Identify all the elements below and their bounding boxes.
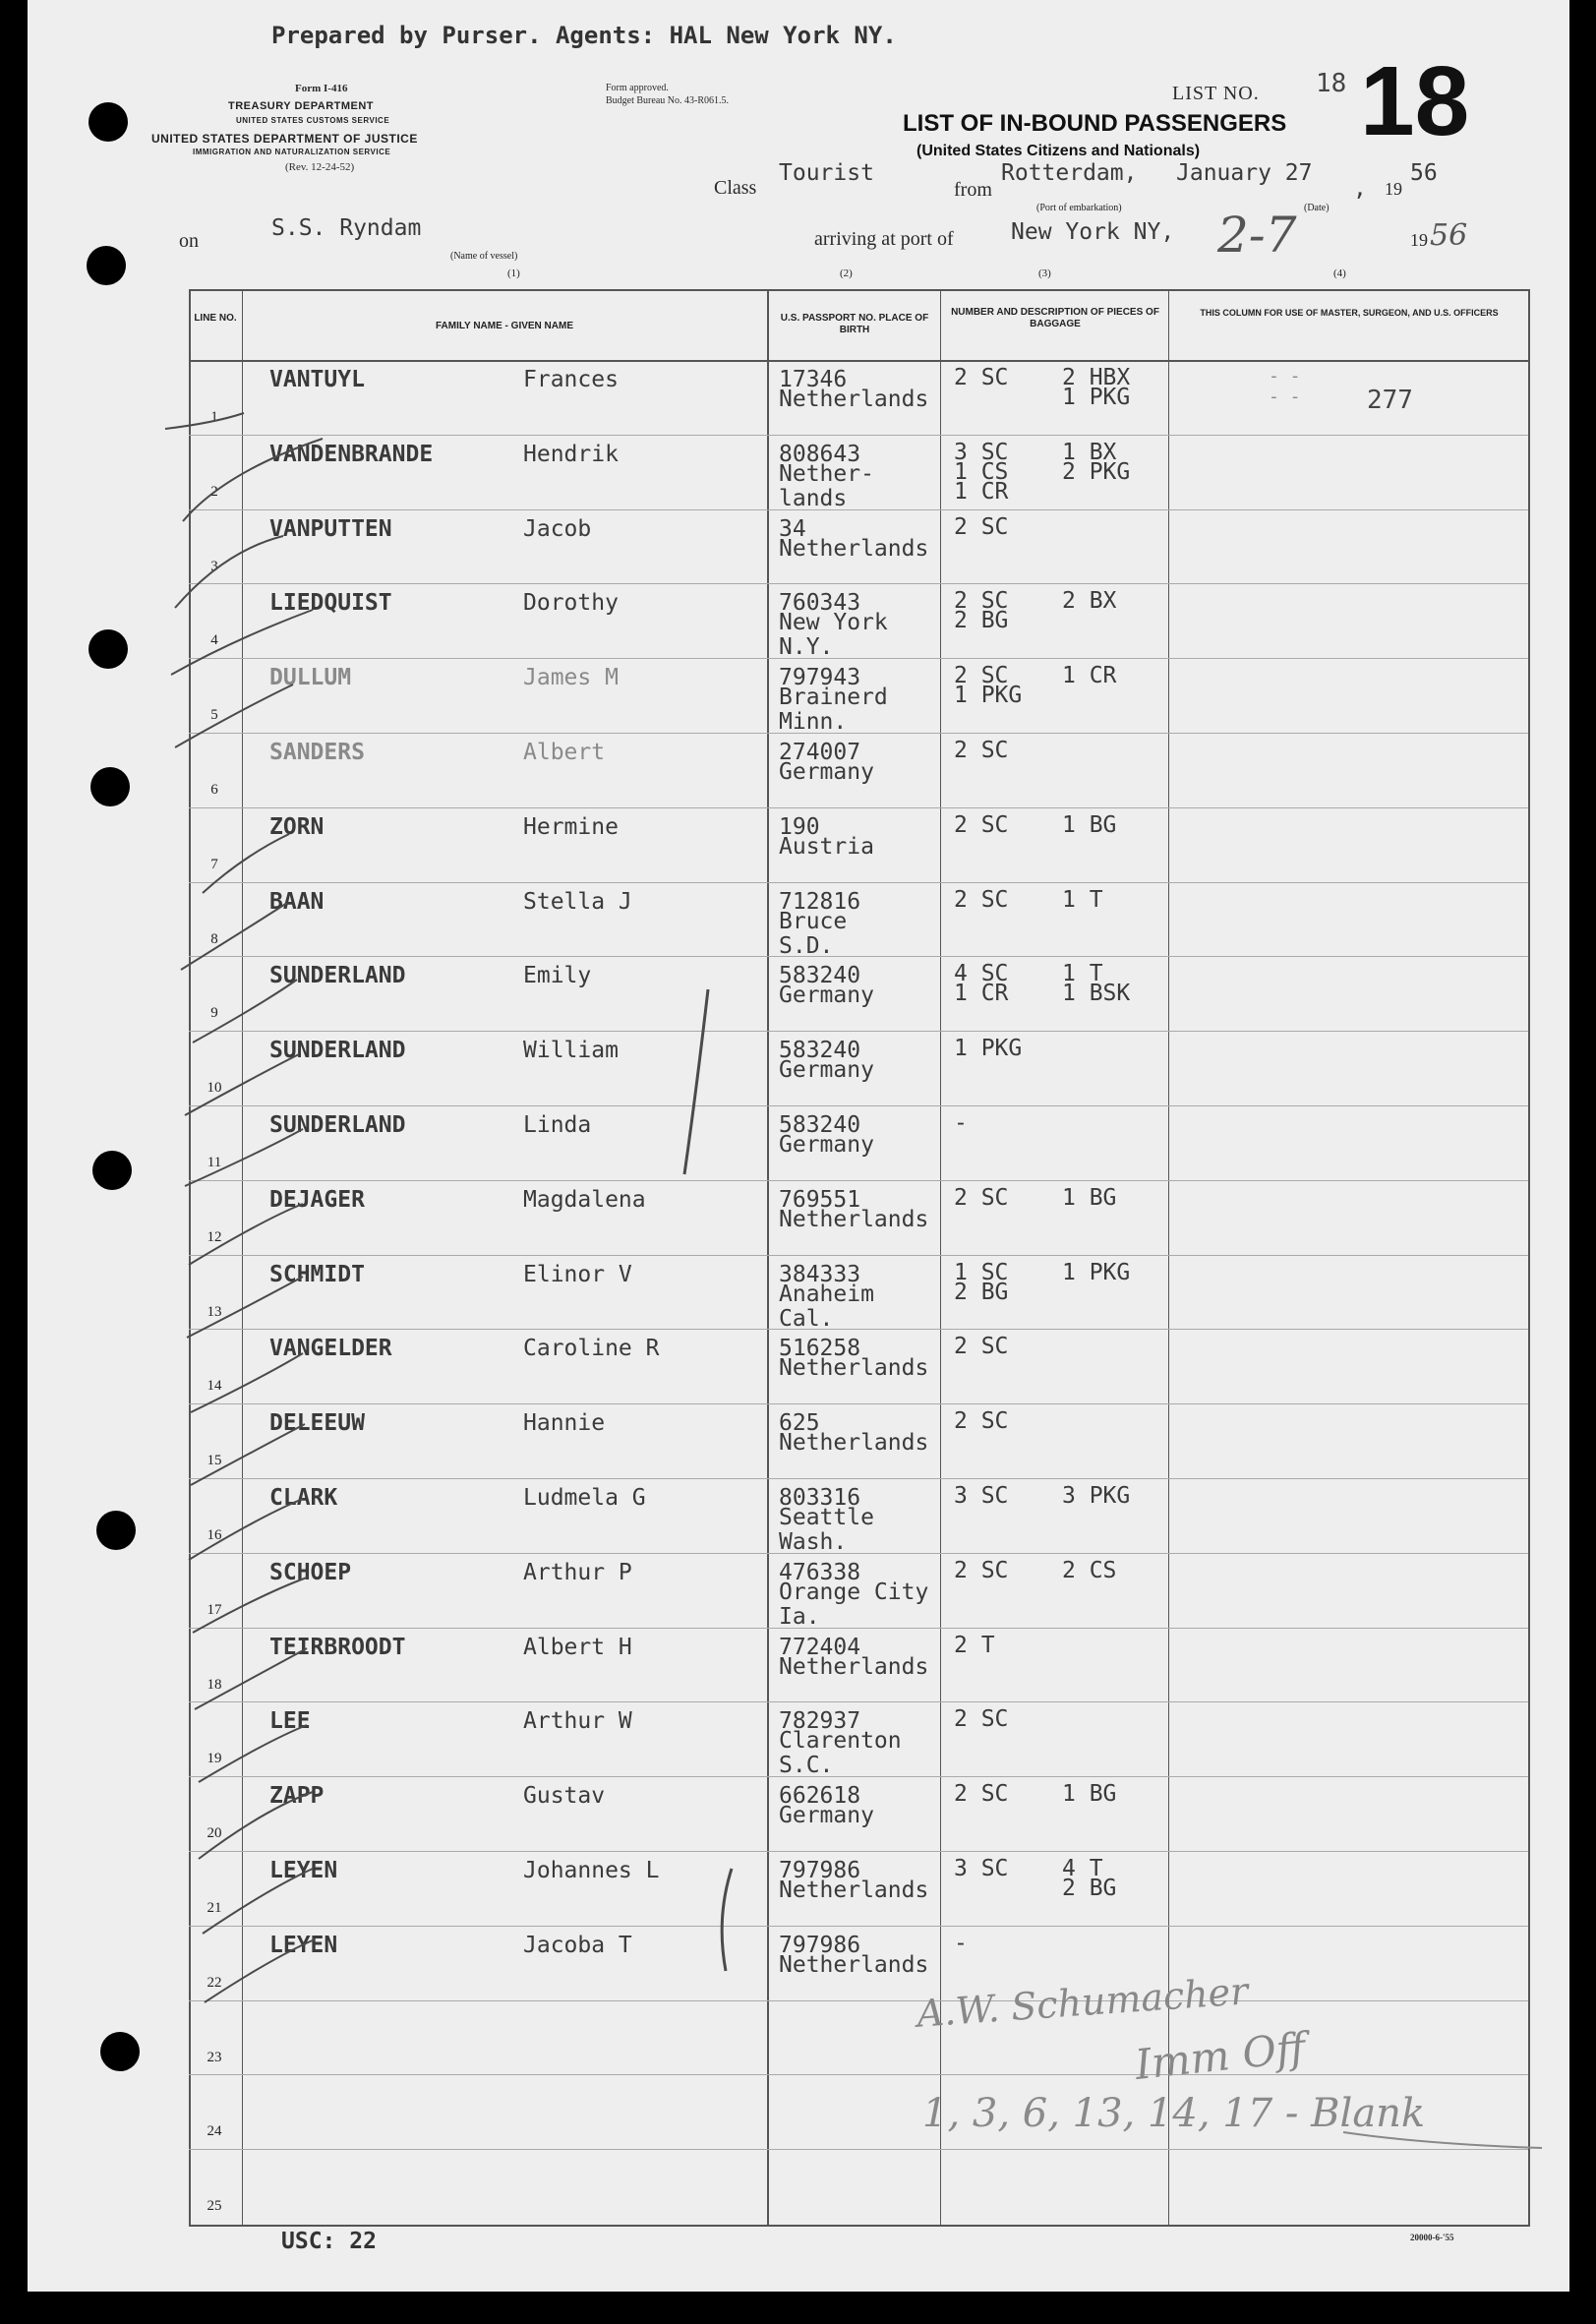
vessel-name: S.S. Ryndam: [271, 215, 422, 241]
table-row: [28, 807, 1569, 882]
line-number: 17: [207, 1602, 222, 1618]
baggage-secondary: 1 CR: [1062, 663, 1117, 688]
on-label: on: [179, 230, 199, 252]
baggage-primary: 2 SC: [954, 812, 1009, 838]
place-of-birth: Netherlands: [779, 1877, 929, 1903]
table-row: [28, 509, 1569, 584]
baggage-primary: 2 SC: [954, 1408, 1009, 1434]
footer-usc: USC: 22: [281, 2229, 377, 2254]
given-name: Albert H: [523, 1635, 632, 1660]
baggage-secondary: 1 BX 2 PKG: [1062, 440, 1131, 485]
given-name: Hannie: [523, 1410, 606, 1436]
col-caption-4: (4): [1333, 268, 1346, 279]
passport-number: 797986: [779, 1933, 861, 1958]
table-row: [28, 956, 1569, 1031]
family-name: SUNDERLAND: [269, 1038, 406, 1063]
place-of-birth: Austria: [779, 834, 874, 860]
arriving-label: arriving at port of: [814, 228, 954, 250]
family-name: LEYEN: [269, 1858, 338, 1883]
given-name: James M: [523, 665, 619, 690]
baggage-primary: 2 SC: [954, 365, 1009, 390]
baggage-secondary: 1 T 1 BSK: [1062, 961, 1131, 1006]
treasury-dept: TREASURY DEPARTMENT: [228, 100, 375, 112]
passport-number: 797943: [779, 665, 861, 690]
arrival-year-suffix: 56: [1430, 218, 1468, 253]
passport-number: 625: [779, 1410, 820, 1436]
table-row: [28, 360, 1569, 435]
header-baggage: NUMBER AND DESCRIPTION OF PIECES OF BAGGAGE: [951, 307, 1159, 329]
family-name: BAAN: [269, 889, 325, 915]
family-name: VANTUYL: [269, 367, 365, 392]
given-name: Albert: [523, 740, 606, 765]
given-name: Stella J: [523, 889, 632, 915]
baggage-secondary: 1 T: [1062, 887, 1103, 913]
place-of-birth: Germany: [779, 1132, 874, 1158]
baggage-secondary: 1 PKG: [1062, 1260, 1131, 1285]
embark-port: Rotterdam,: [1001, 160, 1138, 186]
family-name: DEJAGER: [269, 1187, 365, 1213]
line-number: 16: [207, 1527, 222, 1543]
line-number: 9: [210, 1005, 218, 1021]
given-name: Jacoba T: [523, 1933, 632, 1958]
baggage-primary: -: [954, 1931, 968, 1956]
passport-number: 662618: [779, 1783, 861, 1809]
place-of-birth: Germany: [779, 983, 874, 1008]
family-name: VANDENBRANDE: [269, 442, 434, 467]
vessel-caption: (Name of vessel): [450, 251, 518, 262]
passport-number: 17346: [779, 367, 848, 392]
passport-number: 803316: [779, 1485, 861, 1511]
baggage-primary: 1 PKG: [954, 1036, 1023, 1061]
list-no-small: 18: [1316, 69, 1347, 98]
ins-service: IMMIGRATION AND NATURALIZATION SERVICE: [193, 148, 391, 156]
signature-title: Imm Off: [1132, 2023, 1308, 2089]
table-row: [28, 1031, 1569, 1105]
line-number: 4: [210, 632, 218, 648]
given-name: Hermine: [523, 814, 619, 840]
line-number: 24: [207, 2123, 222, 2139]
family-name: SANDERS: [269, 740, 365, 765]
place-of-birth: Bruce S.D.: [779, 909, 848, 959]
passport-number: 516258: [779, 1336, 861, 1361]
manifest-sheet: [28, 0, 1569, 2292]
year-prefix: 19: [1385, 179, 1402, 199]
line-number: 2: [210, 484, 218, 500]
line-number: 12: [207, 1229, 222, 1245]
given-name: Arthur P: [523, 1560, 632, 1585]
list-title: LIST OF IN-BOUND PASSENGERS: [903, 110, 1287, 137]
passport-number: 476338: [779, 1560, 861, 1585]
line-number: 23: [207, 2050, 222, 2065]
baggage-primary: 3 SC: [954, 1483, 1009, 1509]
list-no-big: 18: [1360, 46, 1470, 156]
line-number: 14: [207, 1378, 222, 1394]
binder-hole-2: [87, 246, 126, 285]
family-name: ZAPP: [269, 1783, 325, 1809]
family-name: VANGELDER: [269, 1336, 392, 1361]
given-name: Emily: [523, 963, 592, 988]
baggage-primary: 1 SC 2 BG: [954, 1260, 1009, 1305]
family-name: TEIRBROODT: [269, 1635, 406, 1660]
place-of-birth: Netherlands: [779, 1355, 929, 1381]
family-name: LIEDQUIST: [269, 590, 392, 616]
place-of-birth: Germany: [779, 759, 874, 785]
table-row: [28, 1926, 1569, 2000]
baggage-primary: 2 SC: [954, 1334, 1009, 1359]
passport-number: 712816: [779, 889, 861, 915]
year-suffix: 56: [1410, 160, 1438, 186]
baggage-primary: 2 SC: [954, 1185, 1009, 1211]
top-note: Prepared by Purser. Agents: HAL New York NY.: [271, 22, 897, 49]
baggage-primary: 4 SC 1 CR: [954, 961, 1009, 1006]
place-of-birth: Clarenton S.C.: [779, 1728, 902, 1778]
given-name: William: [523, 1038, 619, 1063]
blank-lines-annotation: 1, 3, 6, 13, 14, 17 - Blank: [922, 2091, 1426, 2136]
passport-number: 384333: [779, 1262, 861, 1287]
line-number: 21: [207, 1900, 222, 1916]
line-number: 6: [210, 782, 218, 798]
binder-hole-7: [100, 2032, 140, 2071]
table-row: [28, 1329, 1569, 1403]
place-of-birth: Nether- lands: [779, 461, 874, 511]
binder-hole-1: [89, 102, 128, 142]
line-number: 25: [207, 2198, 222, 2214]
place-of-birth: Netherlands: [779, 1430, 929, 1456]
line-number: 5: [210, 707, 218, 723]
header-officers: THIS COLUMN FOR USE OF MASTER, SURGEON, AND U.S. OFFICERS: [1200, 308, 1499, 318]
passport-number: 760343: [779, 590, 861, 616]
line-number: 19: [207, 1751, 222, 1766]
line-number: 7: [210, 857, 218, 872]
place-of-birth: Netherlands: [779, 1207, 929, 1232]
port-caption: (Port of embarkation): [1036, 203, 1122, 213]
table-row: [28, 658, 1569, 733]
table-row: [28, 1478, 1569, 1553]
line-number: 1: [210, 409, 218, 425]
table-row: [28, 435, 1569, 509]
officer-marks: - - - -: [1269, 366, 1301, 407]
baggage-primary: 2 SC: [954, 514, 1009, 540]
table-row: [28, 1851, 1569, 1926]
arrival-port: New York NY,: [1011, 219, 1175, 245]
baggage-primary: 2 SC 1 PKG: [954, 663, 1023, 708]
from-label: from: [954, 179, 992, 201]
baggage-secondary: 2 BX: [1062, 588, 1117, 614]
table-row: [28, 1701, 1569, 1776]
line-number: 20: [207, 1825, 222, 1841]
header-passport: U.S. PASSPORT NO. PLACE OF BIRTH: [780, 313, 929, 335]
col-caption-1: (1): [507, 268, 520, 279]
table-row: [28, 1403, 1569, 1478]
place-of-birth: Netherlands: [779, 536, 929, 562]
baggage-secondary: 2 CS: [1062, 1558, 1117, 1583]
table-row: [28, 1628, 1569, 1702]
arrival-date: 2-7: [1217, 207, 1297, 264]
line-number: 22: [207, 1975, 222, 1991]
justice-dept: UNITED STATES DEPARTMENT OF JUSTICE: [151, 132, 418, 146]
given-name: Gustav: [523, 1783, 606, 1809]
place-of-birth: Anaheim Cal.: [779, 1281, 874, 1332]
baggage-primary: 2 SC: [954, 1781, 1009, 1807]
place-of-birth: Brainerd Minn.: [779, 685, 888, 735]
baggage-primary: -: [954, 1110, 968, 1136]
col-caption-3: (3): [1038, 268, 1051, 279]
baggage-primary: 2 SC: [954, 738, 1009, 763]
given-name: Hendrik: [523, 442, 619, 467]
passport-number: 34: [779, 516, 806, 542]
passport-number: 583240: [779, 963, 861, 988]
line-number: 18: [207, 1677, 222, 1693]
family-name: SCHOEP: [269, 1560, 352, 1585]
given-name: Caroline R: [523, 1336, 660, 1361]
baggage-secondary: 4 T 2 BG: [1062, 1856, 1117, 1901]
line-number: 13: [207, 1304, 222, 1320]
line-number: 11: [207, 1155, 222, 1170]
table-row: [28, 1553, 1569, 1628]
list-no-label: LIST NO.: [1172, 83, 1260, 104]
given-name: Elinor V: [523, 1262, 632, 1287]
passport-number: 772404: [779, 1635, 861, 1660]
passport-number: 808643: [779, 442, 861, 467]
baggage-secondary: 3 PKG: [1062, 1483, 1131, 1509]
table-row: [28, 1105, 1569, 1180]
place-of-birth: Netherlands: [779, 1952, 929, 1978]
place-of-birth: Seattle Wash.: [779, 1505, 874, 1555]
given-name: Jacob: [523, 516, 592, 542]
passport-number: 782937: [779, 1708, 861, 1734]
signature-name: A.W. Schumacher: [915, 1969, 1250, 2036]
given-name: Ludmela G: [523, 1485, 646, 1511]
family-name: SUNDERLAND: [269, 963, 406, 988]
binder-hole-4: [90, 767, 130, 806]
line-number: 10: [207, 1080, 222, 1096]
table-row: [28, 882, 1569, 957]
baggage-secondary: 2 HBX 1 PKG: [1062, 365, 1131, 410]
baggage-primary: 3 SC: [954, 1856, 1009, 1881]
place-of-birth: Netherlands: [779, 387, 929, 412]
arrival-year-prefix: 19: [1410, 230, 1428, 250]
embark-date: January 27: [1176, 160, 1313, 186]
table-row: [28, 1776, 1569, 1851]
family-name: DULLUM: [269, 665, 352, 690]
table-row: [28, 2000, 1569, 2075]
table-row: [28, 2149, 1569, 2224]
date-comma: ,: [1353, 176, 1367, 202]
passport-number: 274007: [779, 740, 861, 765]
table-row: [28, 1180, 1569, 1255]
given-name: Magdalena: [523, 1187, 646, 1213]
family-name: LEYEN: [269, 1933, 338, 1958]
family-name: LEE: [269, 1708, 311, 1734]
given-name: Dorothy: [523, 590, 619, 616]
budget-bureau: Budget Bureau No. 43-R061.5.: [606, 95, 729, 106]
place-of-birth: Netherlands: [779, 1654, 929, 1680]
footer-print-code: 20000-6-'55: [1410, 2233, 1454, 2242]
given-name: Johannes L: [523, 1858, 660, 1883]
binder-hole-6: [96, 1511, 136, 1550]
line-number: 8: [210, 931, 218, 947]
family-name: VANPUTTEN: [269, 516, 392, 542]
place-of-birth: Germany: [779, 1803, 874, 1828]
customs-service: UNITED STATES CUSTOMS SERVICE: [236, 116, 390, 125]
family-name: SUNDERLAND: [269, 1112, 406, 1138]
class-label: Class: [714, 177, 757, 199]
baggage-primary: 2 SC: [954, 1558, 1009, 1583]
family-name: SCHMIDT: [269, 1262, 365, 1287]
passport-number: 769551: [779, 1187, 861, 1213]
given-name: Arthur W: [523, 1708, 632, 1734]
family-name: CLARK: [269, 1485, 338, 1511]
place-of-birth: New York N.Y.: [779, 610, 888, 660]
form-revision: (Rev. 12-24-52): [285, 161, 355, 173]
baggage-primary: 2 SC: [954, 887, 1009, 913]
baggage-primary: 3 SC 1 CS 1 CR: [954, 440, 1009, 505]
table-row: [28, 733, 1569, 807]
col-caption-2: (2): [840, 268, 853, 279]
family-name: ZORN: [269, 814, 325, 840]
place-of-birth: Orange City Ia.: [779, 1579, 929, 1630]
passport-number: 797986: [779, 1858, 861, 1883]
header-name: FAMILY NAME - GIVEN NAME: [435, 321, 573, 331]
baggage-primary: 2 SC 2 BG: [954, 588, 1009, 633]
header-line-no: LINE NO.: [194, 313, 237, 324]
list-subtitle: (United States Citizens and Nationals): [916, 143, 1201, 159]
officer-note-277: 277: [1367, 386, 1413, 415]
given-name: Frances: [523, 367, 619, 392]
family-name: DELEEUW: [269, 1410, 365, 1436]
form-number: Form I-416: [295, 83, 348, 94]
passport-number: 583240: [779, 1112, 861, 1138]
baggage-secondary: 1 BG: [1062, 1185, 1117, 1211]
baggage-primary: 2 T: [954, 1633, 995, 1658]
place-of-birth: Germany: [779, 1057, 874, 1083]
baggage-secondary: 1 BG: [1062, 812, 1117, 838]
given-name: Linda: [523, 1112, 592, 1138]
baggage-secondary: 1 BG: [1062, 1781, 1117, 1807]
passport-number: 190: [779, 814, 820, 840]
line-number: 15: [207, 1453, 222, 1468]
baggage-primary: 2 SC: [954, 1706, 1009, 1732]
form-approved: Form approved.: [606, 83, 669, 93]
date-caption: (Date): [1304, 203, 1330, 213]
passport-number: 583240: [779, 1038, 861, 1063]
binder-hole-5: [92, 1151, 132, 1190]
line-number: 3: [210, 559, 218, 574]
class-value: Tourist: [779, 160, 874, 186]
binder-hole-3: [89, 629, 128, 669]
table-row: [28, 583, 1569, 658]
table-row: [28, 1255, 1569, 1330]
